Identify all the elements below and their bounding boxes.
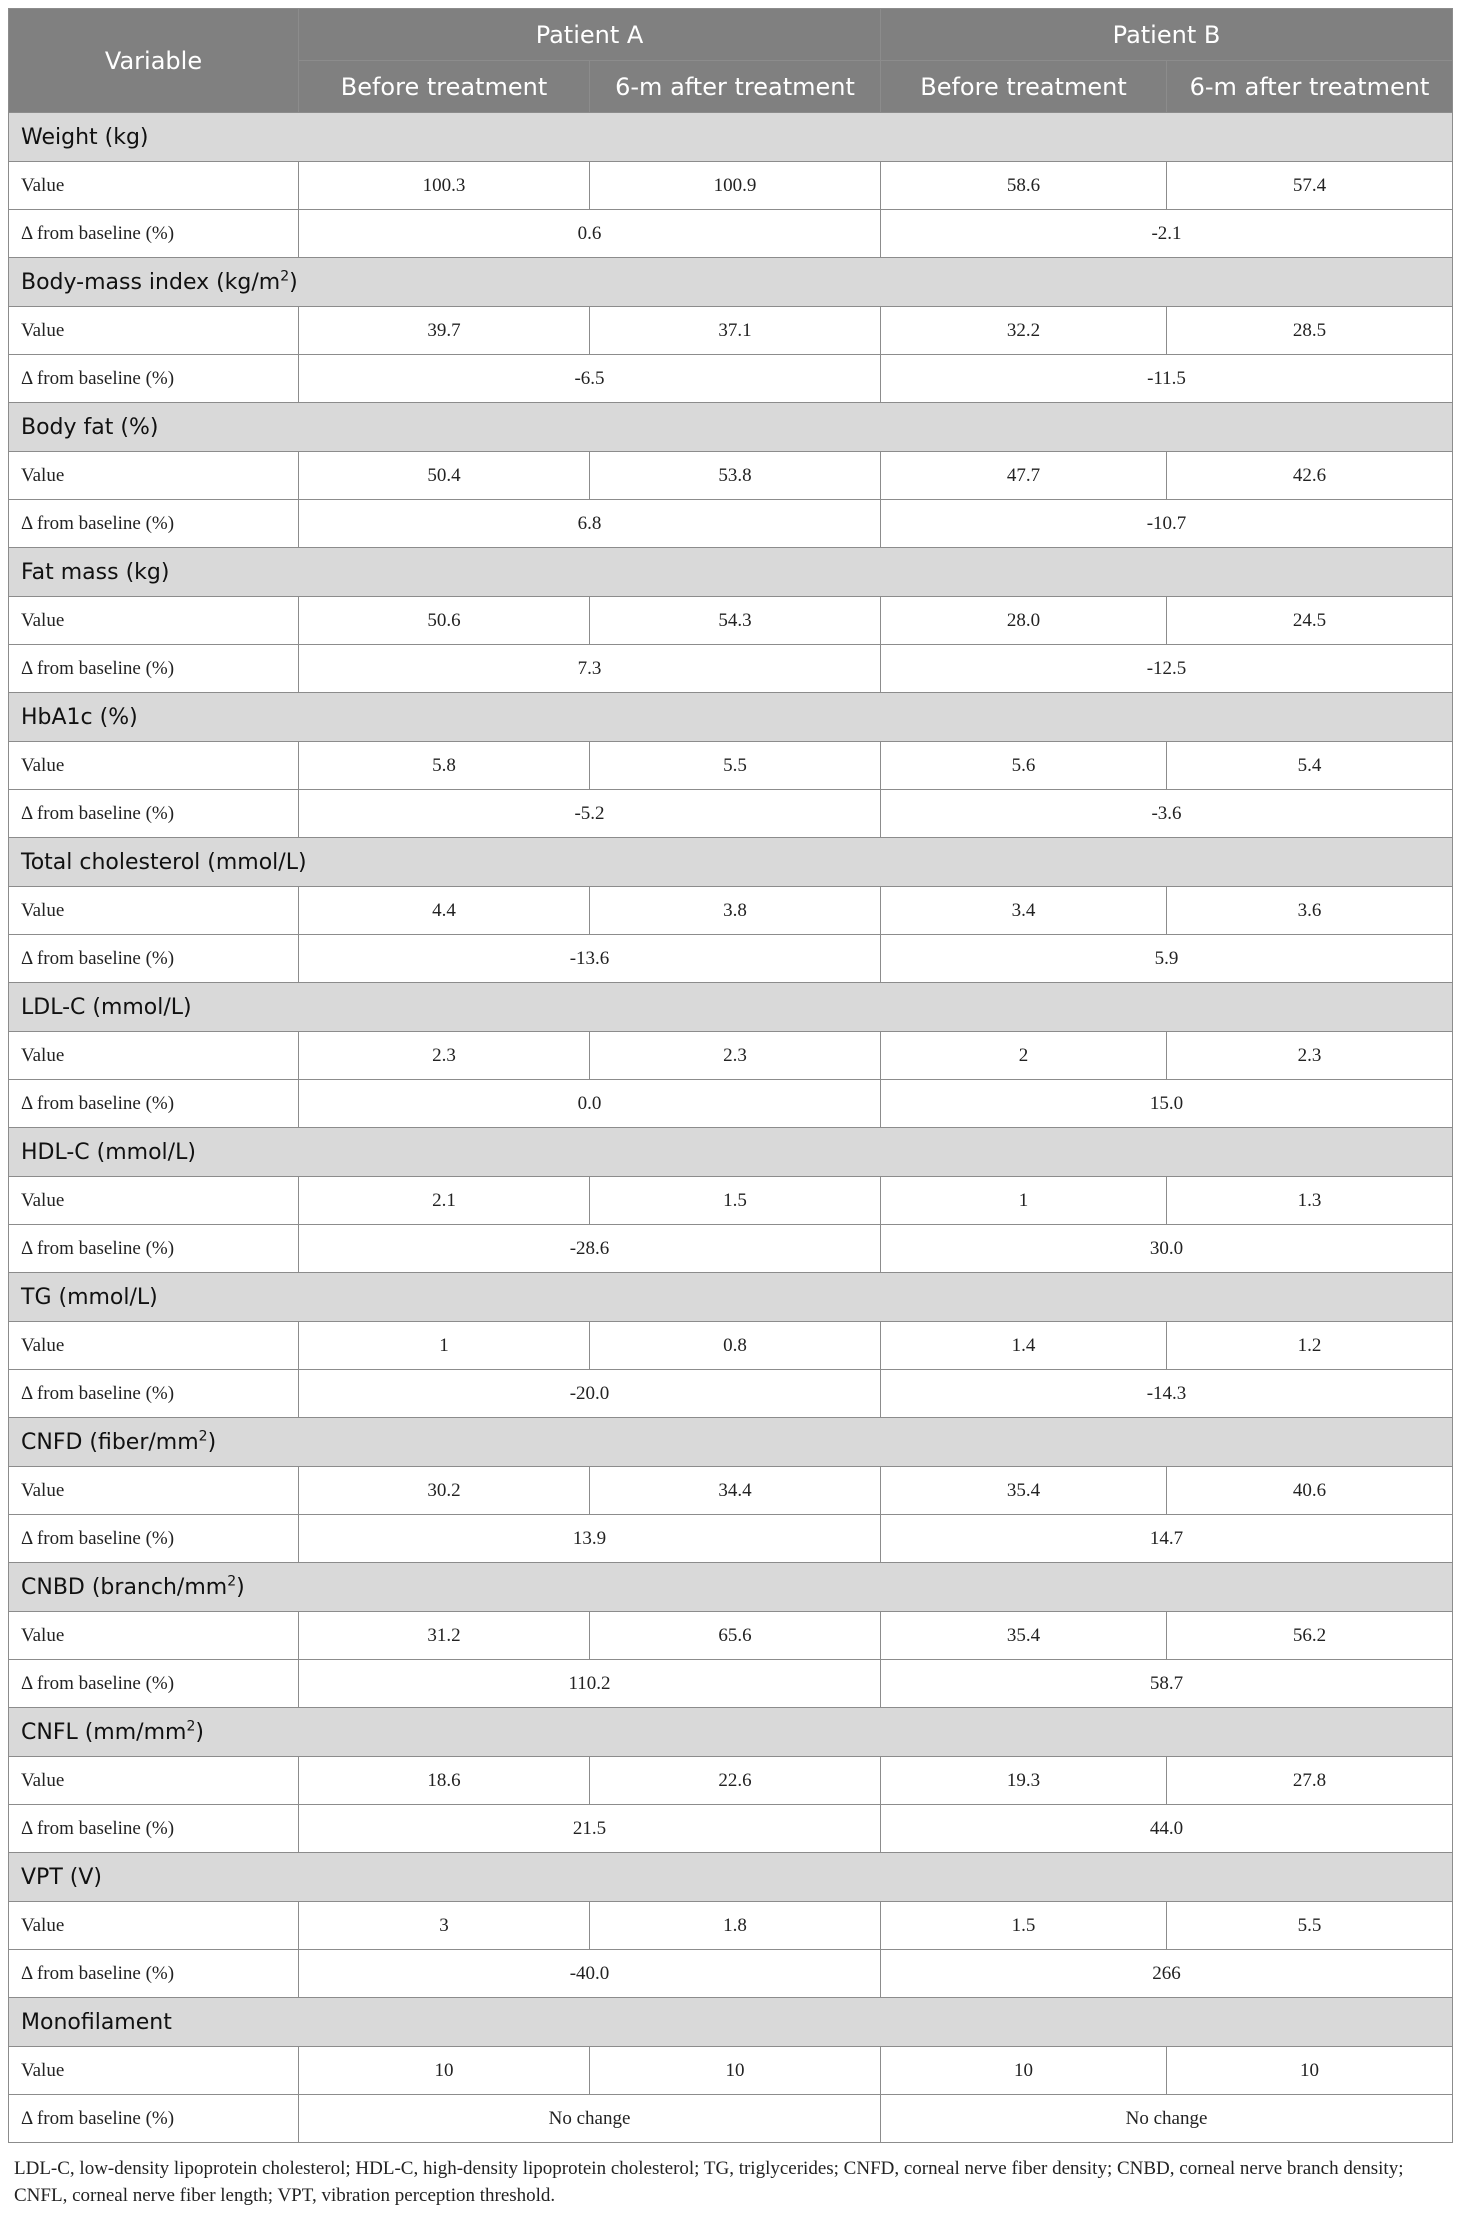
- section-row: [9, 1418, 1453, 1467]
- a-before-cell: 2.3: [299, 1032, 590, 1080]
- section-title-text: Body fat (%): [21, 414, 159, 440]
- b-delta-cell: 44.0: [881, 1805, 1453, 1853]
- a-after-cell: 54.3: [590, 597, 881, 645]
- b-after-cell: 1.2: [1167, 1322, 1453, 1370]
- delta-row: [9, 500, 1453, 548]
- value-label: Value: [9, 1612, 299, 1660]
- b-delta-cell: 266: [881, 1950, 1453, 1998]
- value-label: Value: [9, 162, 299, 210]
- value-row: [9, 1612, 1453, 1660]
- a-before-cell: 100.3: [299, 162, 590, 210]
- delta-row: [9, 1080, 1453, 1128]
- delta-label: Δ from baseline (%): [9, 1515, 299, 1563]
- section-title-superscript: 2: [186, 1718, 196, 1735]
- section-row: [9, 1563, 1453, 1612]
- delta-label: Δ from baseline (%): [9, 1225, 299, 1273]
- section-title-suffix: ): [195, 1719, 204, 1745]
- value-row: [9, 1177, 1453, 1225]
- value-label: Value: [9, 597, 299, 645]
- data-table: [8, 8, 1453, 2143]
- b-after-cell: 42.6: [1167, 452, 1453, 500]
- a-after-cell: 1.8: [590, 1902, 881, 1950]
- b-before-cell: 1.4: [881, 1322, 1167, 1370]
- b-before-cell: 10: [881, 2047, 1167, 2095]
- section-title-text: Body-mass index (kg/m: [21, 269, 281, 295]
- a-after-cell: 2.3: [590, 1032, 881, 1080]
- b-delta-cell: -3.6: [881, 790, 1453, 838]
- delta-row: [9, 1950, 1453, 1998]
- a-before-cell: 4.4: [299, 887, 590, 935]
- b-before-cell: 28.0: [881, 597, 1167, 645]
- section-title-text: CNBD (branch/mm: [21, 1574, 228, 1600]
- a-delta-cell: 21.5: [299, 1805, 881, 1853]
- a-before-cell: 5.8: [299, 742, 590, 790]
- a-before-cell: 50.6: [299, 597, 590, 645]
- a-after-cell: 34.4: [590, 1467, 881, 1515]
- value-label: Value: [9, 2047, 299, 2095]
- section-title: [9, 1418, 1453, 1467]
- section-row: [9, 1998, 1453, 2047]
- section-title-superscript: 2: [227, 1573, 237, 1590]
- a-after-cell: 5.5: [590, 742, 881, 790]
- section-row: [9, 258, 1453, 307]
- delta-row: [9, 1370, 1453, 1418]
- delta-label: Δ from baseline (%): [9, 645, 299, 693]
- delta-row: [9, 210, 1453, 258]
- section-title: [9, 693, 1453, 742]
- section-title-text: VPT (V): [21, 1864, 102, 1890]
- section-title-text: Total cholesterol (mmol/L): [21, 849, 307, 875]
- section-row: [9, 1128, 1453, 1177]
- value-label: Value: [9, 1902, 299, 1950]
- a-delta-cell: -40.0: [299, 1950, 881, 1998]
- a-before-cell: 31.2: [299, 1612, 590, 1660]
- section-row: [9, 1708, 1453, 1757]
- delta-row: [9, 2095, 1453, 2143]
- section-title: [9, 403, 1453, 452]
- value-label: Value: [9, 452, 299, 500]
- b-delta-cell: -12.5: [881, 645, 1453, 693]
- value-row: [9, 887, 1453, 935]
- table-body: [9, 113, 1453, 2143]
- section-title-text: Monofilament: [21, 2009, 172, 2035]
- a-before-cell: 2.1: [299, 1177, 590, 1225]
- section-title-text: Weight (kg): [21, 124, 149, 150]
- section-title-text: HDL-C (mmol/L): [21, 1139, 196, 1165]
- b-after-cell: 10: [1167, 2047, 1453, 2095]
- section-row: [9, 548, 1453, 597]
- section-title-suffix: ): [207, 1429, 217, 1455]
- header-patient-b: Patient B: [881, 9, 1453, 61]
- header-b-before: Before treatment: [881, 61, 1167, 113]
- delta-label: Δ from baseline (%): [9, 1080, 299, 1128]
- b-before-cell: 58.6: [881, 162, 1167, 210]
- a-before-cell: 10: [299, 2047, 590, 2095]
- value-label: Value: [9, 1032, 299, 1080]
- table-header: [9, 9, 1453, 113]
- section-title: [9, 838, 1453, 887]
- section-row: [9, 403, 1453, 452]
- b-before-cell: 1.5: [881, 1902, 1167, 1950]
- delta-label: Δ from baseline (%): [9, 2095, 299, 2143]
- header-patient-a: Patient A: [299, 9, 881, 61]
- a-after-cell: 1.5: [590, 1177, 881, 1225]
- a-before-cell: 1: [299, 1322, 590, 1370]
- section-title-superscript: 2: [198, 1428, 208, 1445]
- b-before-cell: 1: [881, 1177, 1167, 1225]
- delta-label: Δ from baseline (%): [9, 935, 299, 983]
- delta-label: Δ from baseline (%): [9, 1805, 299, 1853]
- table-footnote: LDL-C, low-density lipoprotein cholesterol; HDL-C, high-density lipoprotein cholesterol; TG, triglycerides; CNFD, corneal nerve fiber density; CNBD, corneal nerve branch density; CNFL, corneal nerve fiber length; VPT, vibration perception threshold.: [14, 2158, 1404, 2206]
- delta-row: [9, 355, 1453, 403]
- section-title-text: LDL-C (mmol/L): [21, 994, 192, 1020]
- a-delta-cell: 0.6: [299, 210, 881, 258]
- a-delta-cell: 7.3: [299, 645, 881, 693]
- a-before-cell: 39.7: [299, 307, 590, 355]
- section-title-suffix: ): [236, 1574, 245, 1600]
- b-delta-cell: -11.5: [881, 355, 1453, 403]
- a-after-cell: 65.6: [590, 1612, 881, 1660]
- value-label: Value: [9, 887, 299, 935]
- b-before-cell: 35.4: [881, 1467, 1167, 1515]
- a-after-cell: 3.8: [590, 887, 881, 935]
- b-delta-cell: -2.1: [881, 210, 1453, 258]
- value-label: Value: [9, 307, 299, 355]
- b-after-cell: 56.2: [1167, 1612, 1453, 1660]
- b-after-cell: 27.8: [1167, 1757, 1453, 1805]
- b-after-cell: 5.5: [1167, 1902, 1453, 1950]
- value-row: [9, 2047, 1453, 2095]
- a-after-cell: 10: [590, 2047, 881, 2095]
- section-row: [9, 1273, 1453, 1322]
- b-before-cell: 3.4: [881, 887, 1167, 935]
- value-row: [9, 452, 1453, 500]
- table-container: [8, 8, 1452, 2209]
- b-delta-cell: 5.9: [881, 935, 1453, 983]
- section-title: [9, 548, 1453, 597]
- delta-label: Δ from baseline (%): [9, 1370, 299, 1418]
- value-row: [9, 742, 1453, 790]
- a-delta-cell: 13.9: [299, 1515, 881, 1563]
- header-b-after: 6-m after treatment: [1167, 61, 1453, 113]
- delta-row: [9, 790, 1453, 838]
- section-title: [9, 113, 1453, 162]
- value-label: Value: [9, 742, 299, 790]
- delta-row: [9, 935, 1453, 983]
- header-a-before: Before treatment: [299, 61, 590, 113]
- value-label: Value: [9, 1322, 299, 1370]
- b-after-cell: 5.4: [1167, 742, 1453, 790]
- delta-row: [9, 1515, 1453, 1563]
- a-delta-cell: -5.2: [299, 790, 881, 838]
- b-before-cell: 35.4: [881, 1612, 1167, 1660]
- b-delta-cell: 30.0: [881, 1225, 1453, 1273]
- section-title-text: CNFD (fiber/mm: [21, 1429, 199, 1455]
- delta-label: Δ from baseline (%): [9, 210, 299, 258]
- b-after-cell: 57.4: [1167, 162, 1453, 210]
- value-row: [9, 1032, 1453, 1080]
- section-title-superscript: 2: [280, 268, 290, 285]
- section-row: [9, 693, 1453, 742]
- delta-row: [9, 1805, 1453, 1853]
- b-delta-cell: 15.0: [881, 1080, 1453, 1128]
- value-label: Value: [9, 1177, 299, 1225]
- delta-row: [9, 1225, 1453, 1273]
- b-before-cell: 19.3: [881, 1757, 1167, 1805]
- section-title: [9, 1998, 1453, 2047]
- section-title: [9, 1708, 1453, 1757]
- section-title: [9, 1273, 1453, 1322]
- b-before-cell: 47.7: [881, 452, 1167, 500]
- header-a-after: 6-m after treatment: [590, 61, 881, 113]
- section-title: [9, 1853, 1453, 1902]
- b-after-cell: 40.6: [1167, 1467, 1453, 1515]
- section-title-text: Fat mass (kg): [21, 559, 170, 585]
- b-after-cell: 3.6: [1167, 887, 1453, 935]
- a-delta-cell: -6.5: [299, 355, 881, 403]
- delta-row: [9, 1660, 1453, 1708]
- value-row: [9, 1322, 1453, 1370]
- delta-label: Δ from baseline (%): [9, 355, 299, 403]
- a-before-cell: 18.6: [299, 1757, 590, 1805]
- a-delta-cell: No change: [299, 2095, 881, 2143]
- b-after-cell: 28.5: [1167, 307, 1453, 355]
- a-delta-cell: -28.6: [299, 1225, 881, 1273]
- b-after-cell: 1.3: [1167, 1177, 1453, 1225]
- a-after-cell: 37.1: [590, 307, 881, 355]
- section-title-text: CNFL (mm/mm: [21, 1719, 187, 1745]
- section-title: [9, 1128, 1453, 1177]
- b-after-cell: 24.5: [1167, 597, 1453, 645]
- section-title: [9, 1563, 1453, 1612]
- b-delta-cell: -14.3: [881, 1370, 1453, 1418]
- a-before-cell: 3: [299, 1902, 590, 1950]
- section-row: [9, 1853, 1453, 1902]
- a-delta-cell: 6.8: [299, 500, 881, 548]
- a-delta-cell: 0.0: [299, 1080, 881, 1128]
- a-after-cell: 22.6: [590, 1757, 881, 1805]
- delta-label: Δ from baseline (%): [9, 1950, 299, 1998]
- a-after-cell: 100.9: [590, 162, 881, 210]
- b-delta-cell: 58.7: [881, 1660, 1453, 1708]
- b-before-cell: 32.2: [881, 307, 1167, 355]
- a-after-cell: 0.8: [590, 1322, 881, 1370]
- b-delta-cell: 14.7: [881, 1515, 1453, 1563]
- value-row: [9, 1467, 1453, 1515]
- b-delta-cell: -10.7: [881, 500, 1453, 548]
- b-delta-cell: No change: [881, 2095, 1453, 2143]
- section-row: [9, 113, 1453, 162]
- section-row: [9, 838, 1453, 887]
- a-delta-cell: -20.0: [299, 1370, 881, 1418]
- a-delta-cell: -13.6: [299, 935, 881, 983]
- b-before-cell: 2: [881, 1032, 1167, 1080]
- section-title-text: TG (mmol/L): [21, 1284, 158, 1310]
- value-row: [9, 162, 1453, 210]
- value-row: [9, 1902, 1453, 1950]
- value-label: Value: [9, 1757, 299, 1805]
- delta-label: Δ from baseline (%): [9, 500, 299, 548]
- a-delta-cell: 110.2: [299, 1660, 881, 1708]
- a-after-cell: 53.8: [590, 452, 881, 500]
- a-before-cell: 50.4: [299, 452, 590, 500]
- header-variable: Variable: [9, 9, 299, 113]
- section-title-text: HbA1c (%): [21, 704, 138, 730]
- section-row: [9, 983, 1453, 1032]
- value-row: [9, 1757, 1453, 1805]
- value-row: [9, 597, 1453, 645]
- section-title: [9, 983, 1453, 1032]
- section-title-suffix: ): [289, 269, 298, 295]
- delta-label: Δ from baseline (%): [9, 790, 299, 838]
- a-before-cell: 30.2: [299, 1467, 590, 1515]
- section-title: [9, 258, 1453, 307]
- delta-row: [9, 645, 1453, 693]
- b-before-cell: 5.6: [881, 742, 1167, 790]
- value-label: Value: [9, 1467, 299, 1515]
- b-after-cell: 2.3: [1167, 1032, 1453, 1080]
- value-row: [9, 307, 1453, 355]
- delta-label: Δ from baseline (%): [9, 1660, 299, 1708]
